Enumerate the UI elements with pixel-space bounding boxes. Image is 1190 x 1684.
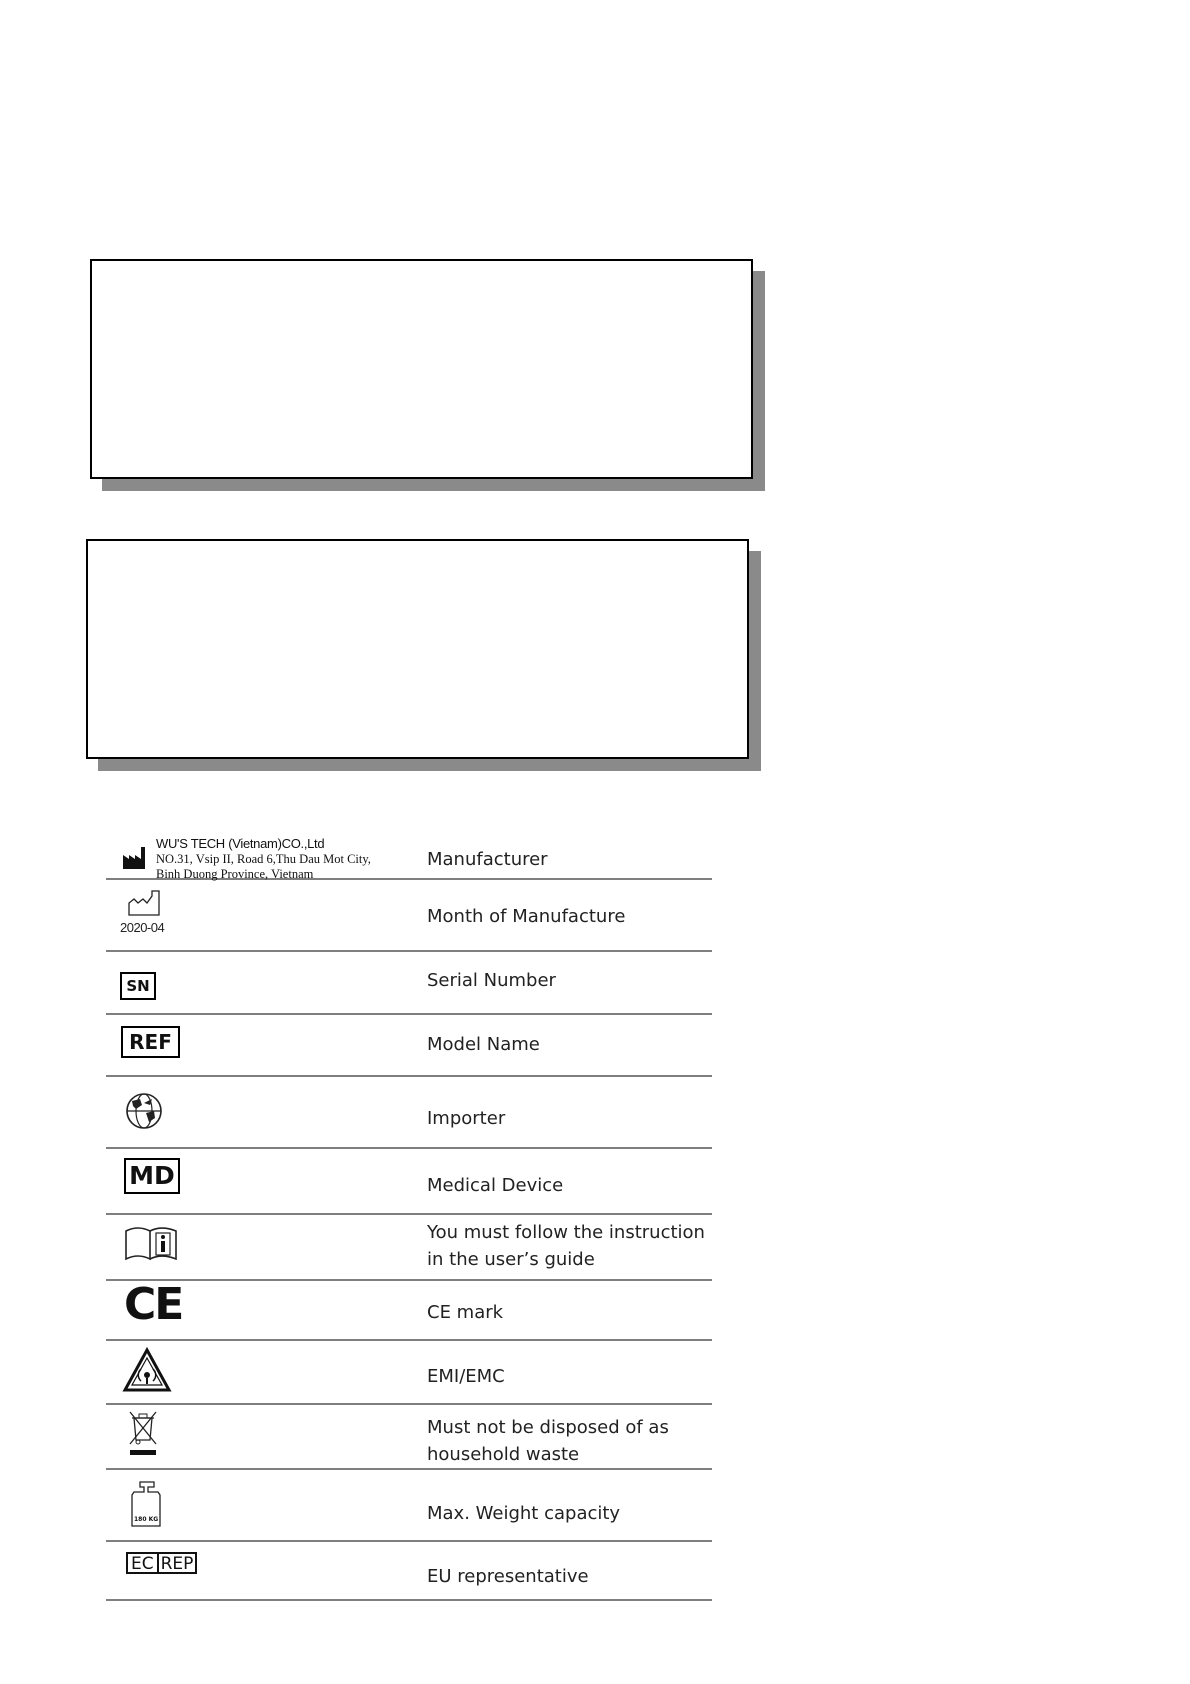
row-ec-rep [106, 1542, 712, 1601]
row-instructions [106, 1215, 712, 1281]
symbol-legend-table [106, 828, 712, 1601]
instructions-description-line1: You must follow the instruction [427, 1222, 705, 1243]
blank-label-box-top [90, 259, 753, 479]
row-emi-emc [106, 1341, 712, 1405]
ec-rep-symbol-ec: EC [128, 1554, 159, 1572]
weight-value: 180 KG [134, 1516, 159, 1523]
model-description: Model Name [427, 1034, 540, 1055]
serial-number-symbol: SN [120, 972, 156, 1000]
emi-emc-description: EMI/EMC [427, 1366, 505, 1387]
weee-description [427, 1414, 669, 1468]
warning-radiation-icon [122, 1347, 172, 1393]
row-medical-device [106, 1149, 712, 1215]
md-symbol: MD [124, 1158, 180, 1194]
ce-symbol: CE [124, 1279, 183, 1330]
row-ce-mark [106, 1281, 712, 1341]
blank-label-box-bottom [86, 539, 749, 759]
ref-symbol: REF [121, 1026, 180, 1058]
weee-description-line2: household waste [427, 1444, 580, 1465]
manufacturer-name: WU'S TECH (Vietnam)CO.,Ltd [156, 836, 325, 851]
medical-device-description: Medical Device [427, 1175, 564, 1196]
row-manufacture-date [106, 880, 712, 952]
importer-description: Importer [427, 1108, 506, 1129]
manufacture-date: 2020-04 [120, 920, 165, 935]
manufacturer-description: Manufacturer [427, 849, 548, 870]
instructions-description [427, 1219, 705, 1273]
manufacturer-info [156, 836, 371, 883]
manufacturer-address-line1: NO.31, Vsip II, Road 6,Thu Dau Mot City, [156, 851, 371, 866]
book-info-icon [124, 1225, 178, 1261]
ec-rep-symbol [126, 1552, 197, 1574]
ce-mark-description: CE mark [427, 1302, 504, 1323]
row-max-weight [106, 1470, 712, 1542]
ec-rep-description: EU representative [427, 1566, 589, 1587]
row-model [106, 1015, 712, 1077]
manufacturer-address-line2: Binh Duong Province, Vietnam [156, 867, 314, 881]
ec-rep-symbol-rep: REP [160, 1554, 194, 1574]
crossed-bin-icon [128, 1410, 158, 1458]
row-manufacturer [106, 828, 712, 880]
instructions-description-line2: in the user’s guide [427, 1249, 595, 1270]
row-importer [106, 1077, 712, 1149]
row-serial-number [106, 952, 712, 1015]
globe-icon [124, 1091, 164, 1131]
manufacture-date-description: Month of Manufacture [427, 906, 626, 927]
max-weight-description: Max. Weight capacity [427, 1503, 621, 1524]
serial-number-description: Serial Number [427, 970, 556, 991]
manufacture-date-icon [128, 890, 160, 916]
row-weee [106, 1405, 712, 1470]
weee-description-line1: Must not be disposed of as [427, 1417, 669, 1438]
factory-icon [122, 846, 146, 870]
